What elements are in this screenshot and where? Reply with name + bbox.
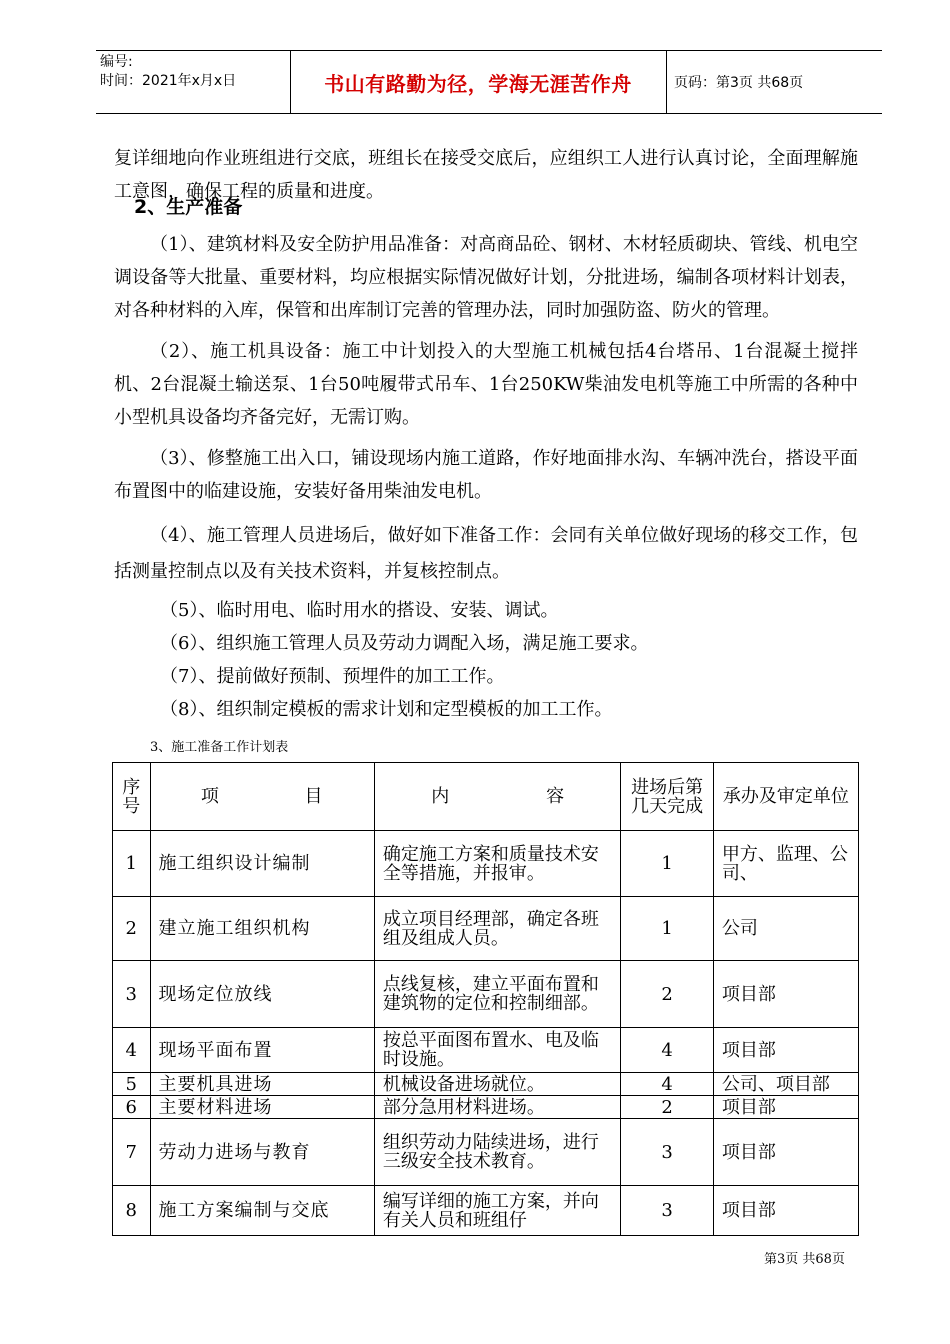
row-content: 机械设备进场就位。 (374, 1073, 621, 1096)
row-days: 1 (621, 897, 713, 961)
header-divider (290, 51, 291, 113)
table-row (113, 1028, 859, 1073)
row-item: 施工方案编制与交底 (150, 1186, 374, 1236)
row-unit: 公司、项目部 (713, 1073, 858, 1096)
row-index: 7 (113, 1119, 151, 1186)
row-index: 2 (113, 897, 151, 961)
list-item: （6）、组织施工管理人员及劳动力调配入场，满足施工要求。 (160, 633, 649, 654)
doc-number-label: 编号: (100, 54, 133, 70)
header-divider (666, 51, 667, 113)
row-item: 现场定位放线 (150, 961, 374, 1028)
prep-plan-table (112, 762, 859, 1236)
list-item: （4）、施工管理人员进场后，做好如下准备工作：会同有关单位做好现场的移交工作，包括测量控制点以及有关技术资料，并复核控制点。 (114, 525, 858, 582)
row-index: 4 (113, 1028, 151, 1073)
header-days: 进场后第几天完成 (621, 763, 713, 831)
row-content: 部分急用材料进场。 (374, 1096, 621, 1119)
row-days: 1 (621, 831, 713, 897)
table-row (113, 1096, 859, 1119)
row-index: 6 (113, 1096, 151, 1119)
row-content: 组织劳动力陆续进场，进行三级安全技术教育。 (374, 1119, 621, 1186)
row-days: 4 (621, 1028, 713, 1073)
list-item: （1）、建筑材料及安全防护用品准备：对高商品砼、钢材、木材轻质砌块、管线、机电空调设备等大批量、重要材料，均应根据实际情况做好计划，分批进场，编制各项材料计划表，对各种材料的入库，保管和出库制订完善的管理办法，同时加强防盗、防火的管理。 (114, 234, 858, 321)
paragraph-continuation: 复详细地向作业班组进行交底，班组长在接受交底后，应组织工人进行认真讨论，全面理解施工意图，确保工程的质量和进度。 (114, 148, 858, 202)
row-unit: 公司 (713, 897, 858, 961)
item-list (114, 228, 858, 726)
row-days: 2 (621, 961, 713, 1028)
row-content: 确定施工方案和质量技术安全等措施，并报审。 (374, 831, 621, 897)
row-content: 编写详细的施工方案，并向有关人员和班组仔 (374, 1186, 621, 1236)
table-row (113, 961, 859, 1028)
section-title: 2、生产准备 (134, 196, 243, 218)
row-unit: 项目部 (713, 1186, 858, 1236)
row-days: 3 (621, 1119, 713, 1186)
row-content: 按总平面图布置水、电及临时设施。 (374, 1028, 621, 1073)
header-content-b: 容 (546, 786, 565, 807)
list-item: （5）、临时用电、临时用水的搭设、安装、调试。 (160, 600, 559, 621)
header-page-number: 页码：第3页 共68页 (674, 75, 804, 91)
row-item: 主要材料进场 (150, 1096, 374, 1119)
table-caption: 3、施工准备工作计划表 (150, 740, 289, 755)
list-item: （2）、施工机具设备：施工中计划投入的大型施工机械包括4台塔吊、1台混凝土搅拌机、2台混凝土输送泵、1台50吨履带式吊车、1台250KW柴油发电机等施工中所需的各种中小型机具设备均齐备完好，无需订购。 (114, 341, 858, 428)
header-unit: 承办及审定单位 (713, 763, 858, 831)
row-content: 成立项目经理部，确定各班组及组成人员。 (374, 897, 621, 961)
row-item: 主要机具进场 (150, 1073, 374, 1096)
row-unit: 甲方、监理、公司、 (713, 831, 858, 897)
table-row (113, 831, 859, 897)
row-days: 4 (621, 1073, 713, 1096)
header-item-b: 目 (304, 786, 324, 807)
header-meta (100, 53, 236, 91)
table-row (113, 1186, 859, 1236)
header-content-a: 内 (431, 786, 450, 807)
row-item: 劳动力进场与教育 (150, 1119, 374, 1186)
footer-page-number: 第3页 共68页 (764, 1252, 845, 1267)
row-item: 建立施工组织机构 (150, 897, 374, 961)
row-index: 5 (113, 1073, 151, 1096)
header-content (374, 763, 621, 831)
page-header (96, 50, 882, 114)
list-item: （3）、修整施工出入口，铺设现场内施工道路，作好地面排水沟、车辆冲洗台，搭设平面布置图中的临建设施，安装好备用柴油发电机。 (114, 448, 858, 502)
row-item: 现场平面布置 (150, 1028, 374, 1073)
row-unit: 项目部 (713, 1096, 858, 1119)
header-item-a: 项 (200, 786, 220, 807)
row-days: 2 (621, 1096, 713, 1119)
row-unit: 项目部 (713, 961, 858, 1028)
row-index: 8 (113, 1186, 151, 1236)
row-unit: 项目部 (713, 1119, 858, 1186)
list-item: （7）、提前做好预制、预埋件的加工工作。 (160, 666, 505, 687)
table-row (113, 1119, 859, 1186)
table-row (113, 1073, 859, 1096)
date-label: 时间：2021年x月x日 (100, 73, 237, 89)
table-row (113, 897, 859, 961)
row-index: 3 (113, 961, 151, 1028)
row-unit: 项目部 (713, 1028, 858, 1073)
table-header-row (113, 763, 859, 831)
list-item: （8）、组织制定模板的需求计划和定型模板的加工工作。 (160, 699, 613, 720)
row-content: 点线复核，建立平面布置和建筑物的定位和控制细部。 (374, 961, 621, 1028)
row-item: 施工组织设计编制 (150, 831, 374, 897)
row-days: 3 (621, 1186, 713, 1236)
row-index: 1 (113, 831, 151, 897)
header-item (150, 763, 374, 831)
header-motto: 书山有路勤为径，学海无涯苦作舟 (324, 71, 632, 96)
header-index: 序号 (113, 763, 151, 831)
